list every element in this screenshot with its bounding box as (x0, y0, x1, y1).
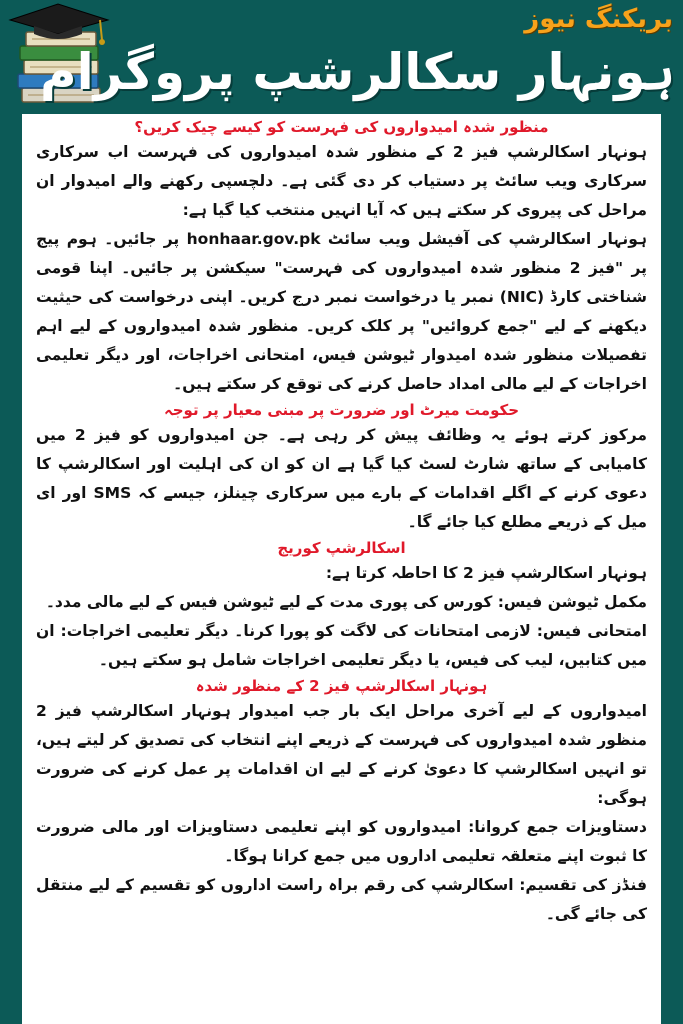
section-title: منظور شدہ امیدواروں کی فہرست کو کیسے چیک کریں؟ (134, 118, 549, 136)
paragraph: مکمل ٹیوشن فیس: کورس کی پوری مدت کے لیے ٹیوشن فیس کے لیے مالی مدد۔ (45, 593, 647, 611)
page-header (0, 0, 683, 112)
section-title: اسکالرشپ کوریج (277, 539, 406, 557)
breaking-news-badge: بریکنگ نیوز (524, 4, 673, 34)
paragraph: ہونہار اسکالرشپ کی آفیشل ویب سائٹ honhaar.gov.pk پر جائیں۔ ہوم پیج پر "فیز 2 منظور شدہ امیدواروں کی فہرست" سیکشن پر جائیں۔ اپنا قومی شناختی کارڈ (NIC) نمبر یا درخواست نمبر درج کریں۔ اپنی درخواست کی حیثیت دیکھنے کے لیے "جمع کروائیں" پر کلک کریں۔ منظور شدہ امیدواروں کے لیے اہم تفصیلات منظور شدہ امیدوار ٹیوشن فیس، امتحانی اخراجات، اور دیگر تعلیمی اخراجات کے لیے مالی امداد حاصل کرنے کی توقع کر سکتے ہیں۔ (36, 230, 647, 393)
paragraph: دستاویزات جمع کروانا: امیدواروں کو اپنے تعلیمی دستاویزات اور مالی ضرورت کا ثبوت اپنے متعلقہ تعلیمی اداروں میں جمع کرانا ہوگا۔ (36, 818, 647, 865)
paragraph: مرکوز کرتے ہوئے یہ وظائف پیش کر رہی ہے۔ جن امیدواروں کو فیز 2 میں کامیابی کے ساتھ شارٹ لسٹ کیا گیا ہے ان کو ان کی اہلیت اور اسکالرشپ کا دعوی کرنے کے اگلے اقدامات کے بارے میں سرکاری چینلز، جیسے کہ SMS اور ای میل کے ذریعے مطلع کیا جائے گا۔ (36, 426, 647, 531)
paragraph: ہونہار اسکالرشپ فیز 2 کے منظور شدہ امیدواروں کی فہرست اب سرکاری سرکاری ویب سائٹ پر دستیاب کر دی گئی ہے۔ دلچسپی رکھنے والے امیدوار ان مراحل کی پیروی کر سکتے ہیں کہ آیا انہیں منتخب کیا گیا ہے: (36, 143, 647, 219)
paragraph: امتحانی فیس: لازمی امتحانات کی لاگت کو پورا کرنا۔ دیگر تعلیمی اخراجات: ان میں کتابیں، لیب کی فیس، یا دیگر تعلیمی اخراجات شامل ہو سکتے ہیں۔ (36, 622, 647, 669)
section-title: ہونہار اسکالرشپ فیز 2 کے منظور شدہ (195, 677, 488, 695)
article-body (22, 114, 661, 1024)
paragraph: امیدواروں کے لیے آخری مراحل ایک بار جب امیدوار ہونہار اسکالرشپ فیز 2 منظور شدہ امیدواروں کی فہرست کے ذریعے اپنے انتخاب کی تصدیق کر لیتے ہیں، تو انہیں اسکالرشپ کا دعویٰ کرنے کے لیے ان اقدامات پر عمل کرنے کی ضرورت ہوگی: (36, 702, 647, 807)
section-title: حکومت میرٹ اور ضرورت پر مبنی معیار پر توجہ (163, 401, 520, 419)
paragraph: فنڈز کی تقسیم: اسکالرشپ کی رقم براہ راست اداروں کو تقسیم کے لیے منتقل کی جائے گی۔ (36, 876, 647, 923)
paragraph: ہونہار اسکالرشپ فیز 2 کا احاطہ کرتا ہے: (325, 564, 647, 582)
page-title: ہونہار سکالرشپ پروگرام (39, 43, 675, 101)
